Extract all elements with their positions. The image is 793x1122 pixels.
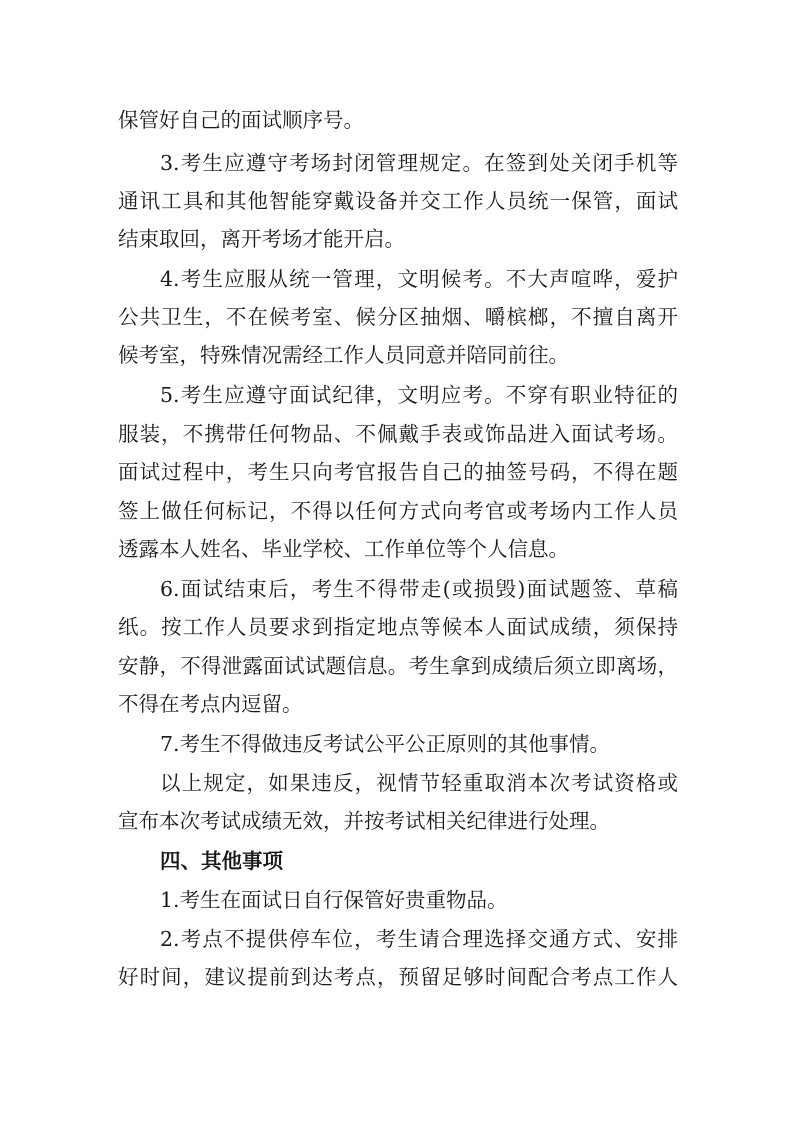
text-line: 纸。按工作人员要求到指定地点等候本人面试成绩，须保持 [118, 615, 678, 639]
text-line: 通讯工具和其他智能穿戴设备并交工作人员统一保管，面试 [118, 189, 678, 213]
text-line: 服装，不携带任何物品、不佩戴手表或饰品进入面试考场。 [118, 422, 678, 446]
text-line: 候考室，特殊情况需经工作人员同意并陪同前往。 [118, 343, 569, 367]
paragraph-7-start: 7.考生不得做违反考试公平公正原则的其他事情。 [160, 732, 611, 756]
section-heading: 四、其他事项 [160, 849, 283, 873]
text-line: 不得在考点内逗留。 [118, 692, 303, 716]
paragraph-3-start: 3.考生应遵守考场封闭管理规定。在签到处关闭手机等 [160, 151, 678, 175]
paragraph-4-start: 4.考生应服从统一管理，文明候考。不大声喧哗，爱护 [160, 267, 678, 291]
text-line: 保管好自己的面试顺序号。 [118, 108, 364, 132]
text-line: 签上做任何标记，不得以任何方式向考官或考场内工作人员 [118, 499, 678, 523]
text-line: 结束取回，离开考场才能开启。 [118, 227, 405, 251]
text-line: 透露本人姓名、毕业学校、工作单位等个人信息。 [118, 537, 569, 561]
text-line: 面试过程中，考生只向考官报告自己的抽签号码，不得在题 [118, 460, 678, 484]
text-line: 公共卫生，不在候考室、候分区抽烟、嚼槟榔，不擅自离开 [118, 305, 678, 329]
summary-paragraph-start: 以上规定，如果违反，视情节轻重取消本次考试资格或 [160, 771, 678, 795]
text-line: 好时间，建议提前到达考点，预留足够时间配合考点工作人 [118, 965, 678, 989]
paragraph-other-2-start: 2.考点不提供停车位，考生请合理选择交通方式、安排 [160, 927, 678, 951]
paragraph-6-start: 6.面试结束后，考生不得带走(或损毁)面试题签、草稿 [160, 577, 678, 601]
paragraph-5-start: 5.考生应遵守面试纪律，文明应考。不穿有职业特征的 [160, 383, 678, 407]
text-line: 安静，不得泄露面试试题信息。考生拿到成绩后须立即离场， [118, 654, 678, 678]
paragraph-other-1: 1.考生在面试日自行保管好贵重物品。 [160, 888, 508, 912]
text-line: 宣布本次考试成绩无效，并按考试相关纪律进行处理。 [118, 809, 610, 833]
